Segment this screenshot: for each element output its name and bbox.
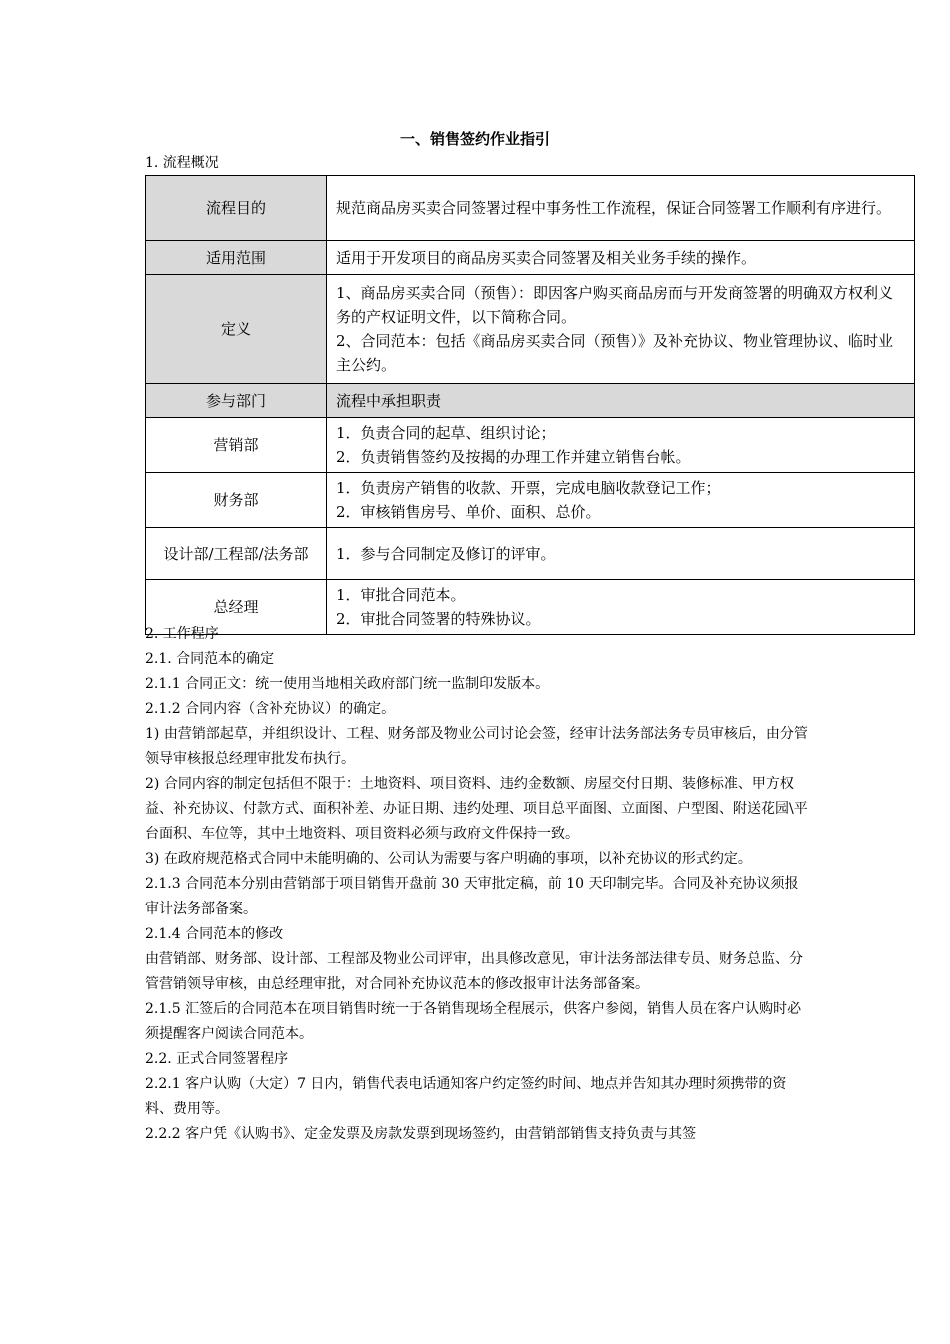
table-row [146, 275, 915, 384]
paragraph: 3) 在政府规范格式合同中未能明确的、公司认为需要与客户明确的事项，以补充协议的形式约定。 [145, 851, 752, 867]
content-line: 1．参与合同制定及修订的评审。 [336, 544, 556, 563]
row-label: 设计部/工程部/法务部 [146, 528, 327, 580]
content-line: 2．审批合同签署的特殊协议。 [336, 610, 541, 628]
paragraph: 2.1.3 合同范本分别由营销部于项目销售开盘前 30 天审批定稿，前 10 天印制完毕。合同及补充协议须报审计法务部备案。 [145, 876, 799, 917]
paragraph: 2.1.1 合同正文：统一使用当地相关政府部门统一监制印发版本。 [145, 676, 550, 692]
row-label: 流程目的 [146, 176, 327, 241]
row-label: 适用范围 [146, 241, 327, 275]
document-body [145, 622, 810, 1147]
content-line: 2．审核销售房号、单价、面积、总价。 [336, 503, 601, 521]
row-content [327, 418, 915, 473]
content-line: 1、商品房买卖合同（预售）：即因客户购买商品房而与开发商签署的明确双方权利义务的产权证明文件，以下简称合同。 [336, 284, 894, 326]
paragraph: 2.2.1 客户认购（大定）7 日内，销售代表电话通知客户约定签约时间、地点并告知其办理时须携带的资料、费用等。 [145, 1076, 787, 1117]
table-header-row [146, 384, 915, 418]
content-line: 流程中承担职责 [336, 391, 442, 410]
header-content [327, 384, 915, 418]
paragraph: 由营销部、财务部、设计部、工程部及物业公司评审，出具修改意见，审计法务部法律专员、财务总监、分管营销领导审核，由总经理审批，对合同补充协议范本的修改报审计法务部备案。 [145, 951, 803, 992]
paragraph: 2) 合同内容的制定包括但不限于：土地资料、项目资料、违约金数额、房屋交付日期、装修标准、甲方权益、补充协议、付款方式、面积补差、办证日期、违约处理、项目总平面图、立面图、户型图、附送花园\平台面积、车位等，其中土地资料、项目资料必须与政府文件保持一致。 [145, 776, 808, 842]
row-label: 营销部 [146, 418, 327, 473]
subsection-heading: 2.2. 正式合同签署程序 [145, 1051, 289, 1067]
row-content [327, 176, 915, 241]
section-heading-overview: 1. 流程概况 [145, 155, 219, 171]
content-line: 2．负责销售签约及按揭的办理工作并建立销售台帐。 [336, 448, 691, 466]
row-content [327, 473, 915, 528]
content-line: 2、合同范本：包括《商品房买卖合同（预售）》及补充协议、物业管理协议、临时业主公约。 [336, 332, 894, 374]
content-line: 1．审批合同范本。 [336, 586, 466, 604]
row-label: 定义 [146, 275, 327, 384]
paragraph: 2.1.4 合同范本的修改 [145, 926, 284, 942]
row-content [327, 275, 915, 384]
row-label: 总经理 [146, 580, 327, 635]
paragraph: 2.1.5 汇签后的合同范本在项目销售时统一于各销售现场全程展示，供客户参阅，销售人员在客户认购时必须提醒客户阅读合同范本。 [145, 1001, 802, 1042]
table-row [146, 241, 915, 275]
paragraph: 1) 由营销部起草，并组织设计、工程、财务部及物业公司讨论会签，经审计法务部法务专员审核后，由分管领导审核报总经理审批发布执行。 [145, 726, 808, 767]
content-line: 适用于开发项目的商品房买卖合同签署及相关业务手续的操作。 [336, 248, 757, 267]
document-title: 一、销售签约作业指引 [399, 130, 550, 148]
table-row [146, 176, 915, 241]
table-row [146, 473, 915, 528]
table-row [146, 528, 915, 580]
header-label: 参与部门 [146, 384, 327, 418]
subsection-heading: 2.1. 合同范本的确定 [145, 651, 275, 667]
row-content [327, 528, 915, 580]
section-heading: 2. 工作程序 [145, 626, 219, 642]
content-line: 1．负责合同的起草、组织讨论； [336, 424, 556, 442]
content-line: 规范商品房买卖合同签署过程中事务性工作流程，保证合同签署工作顺利有序进行。 [336, 199, 892, 217]
paragraph: 2.1.2 合同内容（含补充协议）的确定。 [145, 701, 396, 717]
row-content [327, 241, 915, 275]
paragraph: 2.2.2 客户凭《认购书》、定金发票及房款发票到现场签约，由营销部销售支持负责与其签 [145, 1126, 697, 1142]
table-row [146, 418, 915, 473]
process-overview-table [145, 175, 915, 635]
content-line: 1．负责房产销售的收款、开票，完成电脑收款登记工作； [336, 479, 721, 497]
row-label: 财务部 [146, 473, 327, 528]
